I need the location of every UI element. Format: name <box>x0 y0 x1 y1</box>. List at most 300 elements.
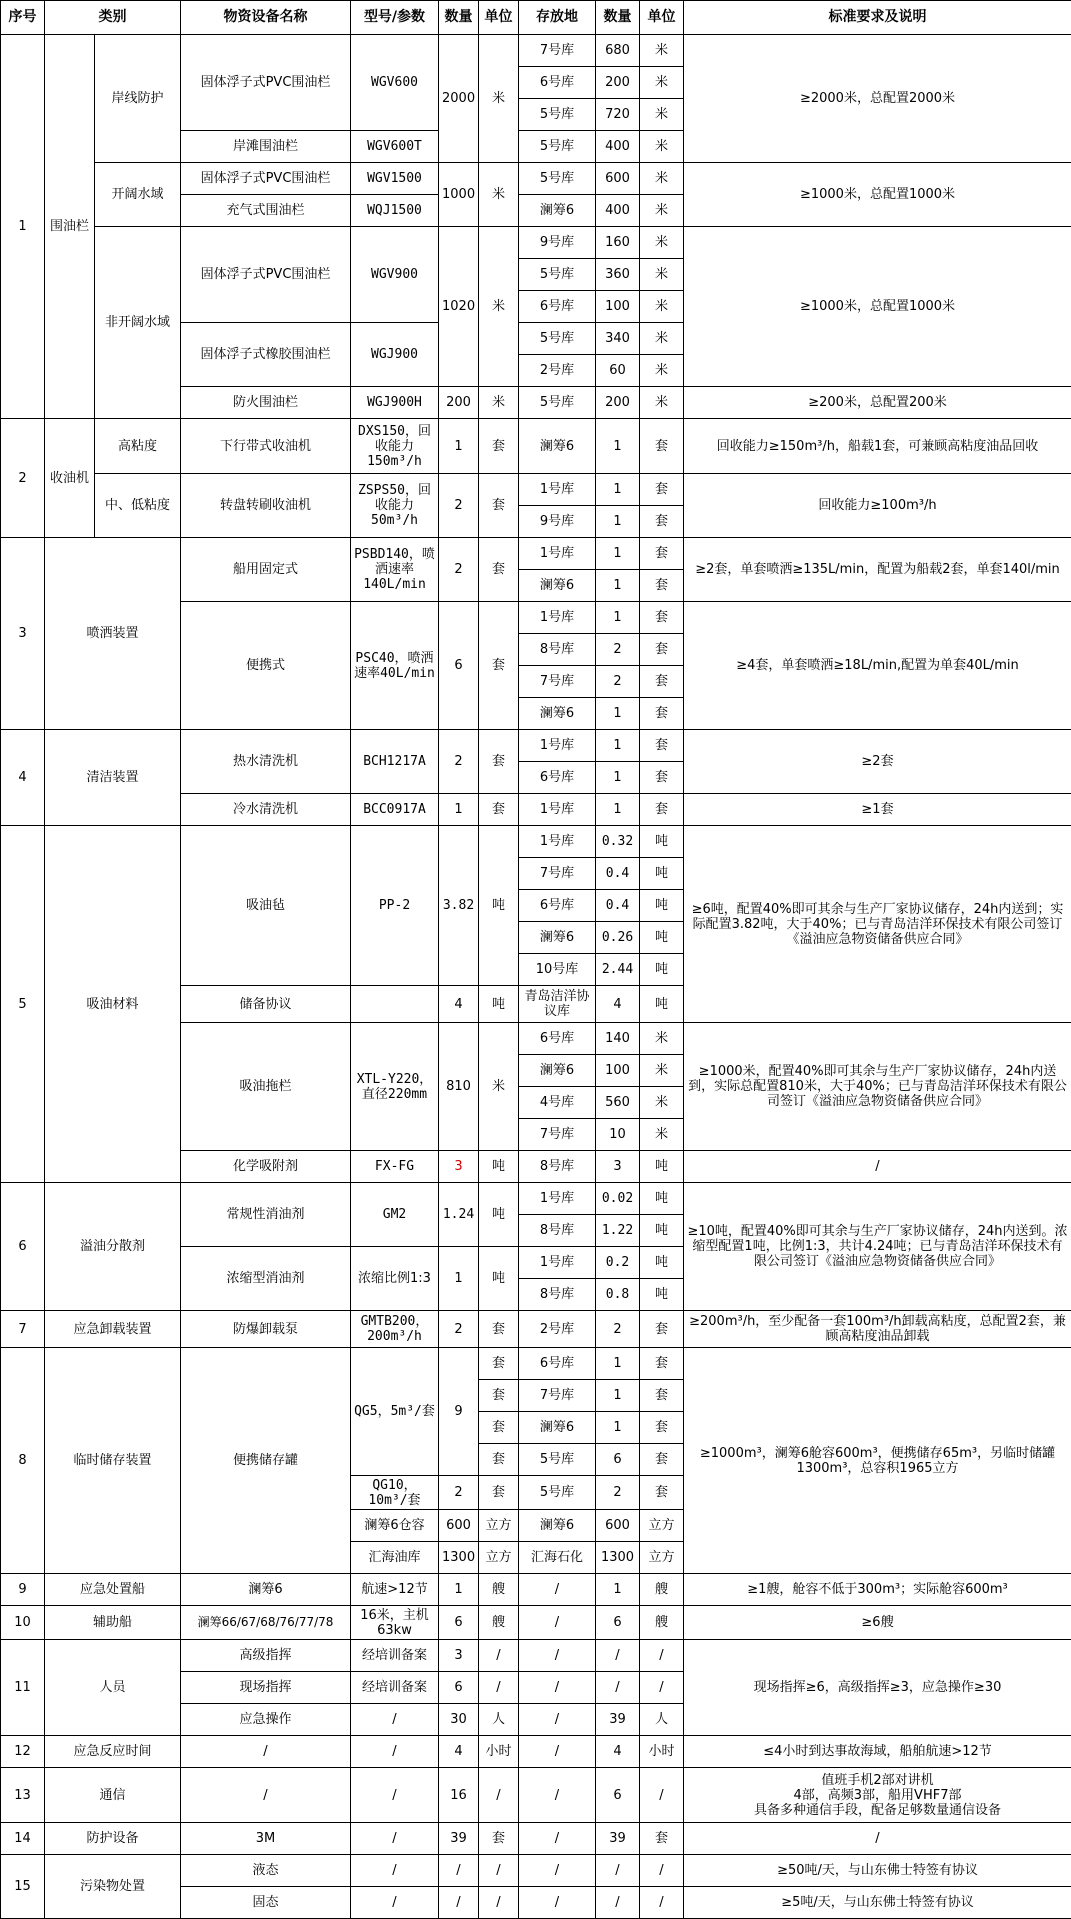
storage-unit: 套 <box>640 1823 684 1855</box>
requirement: / <box>684 1823 1071 1855</box>
storage-qty: 2 <box>596 634 640 666</box>
quantity: 1 <box>439 419 479 474</box>
category: 应急处置船 <box>45 1574 181 1606</box>
model: WGV900 <box>351 227 439 323</box>
col-header: 标准要求及说明 <box>684 1 1071 35</box>
storage-qty: 39 <box>596 1823 640 1855</box>
category: 临时储存装置 <box>45 1348 181 1574</box>
item-name: 高级指挥 <box>181 1640 351 1672</box>
storage: 5号库 <box>519 131 596 163</box>
storage-qty: 2 <box>596 1476 640 1510</box>
storage-qty: / <box>596 1672 640 1704</box>
storage-unit: 米 <box>640 387 684 419</box>
storage-unit: 套 <box>640 602 684 634</box>
quantity: 2 <box>439 1476 479 1510</box>
model: XTL-Y220，直径220mm <box>351 1023 439 1151</box>
storage: 1号库 <box>519 826 596 858</box>
item-name: 固体浮子式PVC围油栏 <box>181 227 351 323</box>
category: 吸油材料 <box>45 826 181 1183</box>
model: 经培训备案 <box>351 1672 439 1704</box>
storage-unit: 套 <box>640 1311 684 1348</box>
col-header: 物资设备名称 <box>181 1 351 35</box>
requirement: 现场指挥≥6，高级指挥≥3，应急操作≥30 <box>684 1640 1071 1736</box>
storage: / <box>519 1823 596 1855</box>
storage-unit: / <box>640 1768 684 1823</box>
unit: 套 <box>479 1476 519 1510</box>
table-row <box>1 1768 1071 1823</box>
storage-unit: / <box>640 1855 684 1887</box>
storage: 8号库 <box>519 1151 596 1183</box>
unit: 吨 <box>479 826 519 986</box>
storage-qty: 200 <box>596 67 640 99</box>
storage: 8号库 <box>519 634 596 666</box>
model: GMTB200，200m³/h <box>351 1311 439 1348</box>
storage: 7号库 <box>519 1119 596 1151</box>
requirement: 回收能力≥100m³/h <box>684 474 1071 538</box>
storage-unit: 吨 <box>640 922 684 954</box>
storage-qty: 1 <box>596 1574 640 1606</box>
category: 溢油分散剂 <box>45 1183 181 1311</box>
storage-qty: 1 <box>596 570 640 602</box>
storage: 1号库 <box>519 1247 596 1279</box>
requirement: ≥200m³/h，至少配备一套100m³/h卸载高粘度，总配置2套，兼顾高粘度油品卸载 <box>684 1311 1071 1348</box>
storage-unit: 套 <box>640 506 684 538</box>
category: 防护设备 <box>45 1823 181 1855</box>
storage-qty: 600 <box>596 163 640 195</box>
storage-qty: 1 <box>596 730 640 762</box>
quantity: 1 <box>439 1247 479 1311</box>
quantity: 200 <box>439 387 479 419</box>
storage-unit: 吨 <box>640 954 684 986</box>
category: 应急卸载装置 <box>45 1311 181 1348</box>
table-row <box>1 730 1071 762</box>
unit: 艘 <box>479 1606 519 1640</box>
row-number: 10 <box>1 1606 45 1640</box>
model: GM2 <box>351 1183 439 1247</box>
quantity: 2 <box>439 538 479 602</box>
storage: 7号库 <box>519 858 596 890</box>
model: WGJ900H <box>351 387 439 419</box>
unit: / <box>479 1768 519 1823</box>
quantity: 16 <box>439 1768 479 1823</box>
storage: 澜筹6 <box>519 1412 596 1444</box>
subcategory: 高粘度 <box>95 419 181 474</box>
table-row <box>1 1855 1071 1887</box>
unit: 套 <box>479 1823 519 1855</box>
storage-qty: 560 <box>596 1087 640 1119</box>
storage-qty: 2 <box>596 666 640 698</box>
model: WGJ900 <box>351 323 439 387</box>
item-name: 防火围油栏 <box>181 387 351 419</box>
storage: 1号库 <box>519 602 596 634</box>
row-number: 12 <box>1 1736 45 1768</box>
storage: / <box>519 1672 596 1704</box>
storage-unit: 艘 <box>640 1606 684 1640</box>
storage-qty: 720 <box>596 99 640 131</box>
storage-qty: 0.32 <box>596 826 640 858</box>
unit: 吨 <box>479 1151 519 1183</box>
item-name: / <box>181 1736 351 1768</box>
storage-unit: 套 <box>640 666 684 698</box>
storage: 5号库 <box>519 99 596 131</box>
category: 通信 <box>45 1768 181 1823</box>
row-number: 14 <box>1 1823 45 1855</box>
storage-qty: 1 <box>596 1348 640 1380</box>
header-row <box>1 1 1071 35</box>
storage: 9号库 <box>519 227 596 259</box>
requirement: ≤4小时到达事故海域，船舶航速>12节 <box>684 1736 1071 1768</box>
storage-unit: 米 <box>640 1087 684 1119</box>
storage-unit: 小时 <box>640 1736 684 1768</box>
storage: 6号库 <box>519 890 596 922</box>
unit: 米 <box>479 1023 519 1151</box>
model: WGV1500 <box>351 163 439 195</box>
storage-qty: 1 <box>596 1380 640 1412</box>
item-name: 吸油拖栏 <box>181 1023 351 1151</box>
storage: / <box>519 1606 596 1640</box>
storage: 9号库 <box>519 506 596 538</box>
table-row <box>1 1348 1071 1380</box>
unit: 吨 <box>479 1247 519 1311</box>
storage-qty: / <box>596 1640 640 1672</box>
storage-qty: 1.22 <box>596 1215 640 1247</box>
storage-unit: 吨 <box>640 1215 684 1247</box>
storage-unit: 米 <box>640 291 684 323</box>
storage-unit: 艘 <box>640 1574 684 1606</box>
item-name: 澜筹66/67/68/76/77/78 <box>181 1606 351 1640</box>
storage: 6号库 <box>519 291 596 323</box>
storage-unit: 套 <box>640 794 684 826</box>
quantity: 810 <box>439 1023 479 1151</box>
storage-qty: 400 <box>596 131 640 163</box>
storage-unit: 套 <box>640 1412 684 1444</box>
category: 辅助船 <box>45 1606 181 1640</box>
requirement: 回收能力≥150m³/h，船载1套，可兼顾高粘度油品回收 <box>684 419 1071 474</box>
requirement: ≥1000m³，澜筹6舱容600m³，便携储存65m³，另临时储罐1300m³，总容积1965立方 <box>684 1348 1071 1574</box>
storage-unit: 米 <box>640 35 684 67</box>
quantity: 4 <box>439 986 479 1023</box>
storage-unit: 米 <box>640 195 684 227</box>
col-header: 存放地 <box>519 1 596 35</box>
quantity: 600 <box>439 1510 479 1542</box>
storage-unit: 立方 <box>640 1542 684 1574</box>
model: PSBD140，喷洒速率140L/min <box>351 538 439 602</box>
storage: 澜筹6 <box>519 195 596 227</box>
category: 人员 <box>45 1640 181 1736</box>
unit: / <box>479 1672 519 1704</box>
storage-unit: 套 <box>640 1476 684 1510</box>
unit: 人 <box>479 1704 519 1736</box>
quantity: 1000 <box>439 163 479 227</box>
quantity: 2 <box>439 1311 479 1348</box>
storage: 澜筹6 <box>519 419 596 474</box>
storage: 5号库 <box>519 1476 596 1510</box>
storage-qty: 6 <box>596 1768 640 1823</box>
storage-unit: 吨 <box>640 1279 684 1311</box>
requirement: ≥2套，单套喷洒≥135L/min，配置为船载2套，单套140l/min <box>684 538 1071 602</box>
quantity: 30 <box>439 1704 479 1736</box>
model: 汇海油库 <box>351 1542 439 1574</box>
item-name: / <box>181 1768 351 1823</box>
unit: 套 <box>479 730 519 794</box>
storage: 6号库 <box>519 1348 596 1380</box>
requirement: ≥5吨/天，与山东佛士特签有协议 <box>684 1887 1071 1919</box>
quantity: 4 <box>439 1736 479 1768</box>
item-name: 固态 <box>181 1887 351 1919</box>
storage-qty: 200 <box>596 387 640 419</box>
unit: 米 <box>479 163 519 227</box>
storage-unit: 吨 <box>640 1151 684 1183</box>
quantity: / <box>439 1887 479 1919</box>
subcategory: 中、低粘度 <box>95 474 181 538</box>
storage: 5号库 <box>519 163 596 195</box>
storage-unit: 吨 <box>640 1247 684 1279</box>
requirement: ≥50吨/天，与山东佛士特签有协议 <box>684 1855 1071 1887</box>
table-row <box>1 538 1071 570</box>
requirement: ≥1000米，总配置1000米 <box>684 227 1071 387</box>
model: WQJ1500 <box>351 195 439 227</box>
storage-qty: 340 <box>596 323 640 355</box>
item-name: 液态 <box>181 1855 351 1887</box>
row-number: 8 <box>1 1348 45 1574</box>
storage: 5号库 <box>519 323 596 355</box>
table-row <box>1 1823 1071 1855</box>
storage: 澜筹6 <box>519 698 596 730</box>
storage: 10号库 <box>519 954 596 986</box>
storage-qty: 680 <box>596 35 640 67</box>
quantity: 2 <box>439 474 479 538</box>
requirement: ≥200米，总配置200米 <box>684 387 1071 419</box>
model: QG5，5m³/套 <box>351 1348 439 1476</box>
storage-qty: 0.2 <box>596 1247 640 1279</box>
item-name: 吸油毡 <box>181 826 351 986</box>
unit: 套 <box>479 1444 519 1476</box>
storage: 1号库 <box>519 474 596 506</box>
requirement: ≥10吨，配置40%即可其余与生产厂家协议储存，24h内送到。浓缩型配置1吨，比例1:3，共计4.24吨；已与青岛洁洋环保技术有限公司签订《溢油应急物资储备供应合同》 <box>684 1183 1071 1311</box>
requirement: / <box>684 1151 1071 1183</box>
item-name: 3M <box>181 1823 351 1855</box>
item-name: 便携储存罐 <box>181 1348 351 1574</box>
storage-qty: 3 <box>596 1151 640 1183</box>
table-row <box>1 35 1071 67</box>
model: WGV600 <box>351 35 439 131</box>
col-header: 数量 <box>439 1 479 35</box>
model: BCH1217A <box>351 730 439 794</box>
model: / <box>351 1704 439 1736</box>
storage: / <box>519 1574 596 1606</box>
storage: 5号库 <box>519 259 596 291</box>
model: WGV600T <box>351 131 439 163</box>
row-number: 1 <box>1 35 45 419</box>
model: 16米，主机63kw <box>351 1606 439 1640</box>
item-name: 下行带式收油机 <box>181 419 351 474</box>
storage-unit: 米 <box>640 99 684 131</box>
requirement: ≥1000米，配置40%即可其余与生产厂家协议储存，24h内送到，实际总配置810米，大于40%；已与青岛洁洋环保技术有限公司签订《溢油应急物资储备供应合同》 <box>684 1023 1071 1151</box>
storage-qty: 2 <box>596 1311 640 1348</box>
unit: 米 <box>479 227 519 387</box>
storage: 6号库 <box>519 1023 596 1055</box>
storage: 1号库 <box>519 1183 596 1215</box>
storage: 澜筹6 <box>519 1055 596 1087</box>
storage: / <box>519 1704 596 1736</box>
table-row <box>1 474 1071 506</box>
item-name: 储备协议 <box>181 986 351 1023</box>
item-name: 船用固定式 <box>181 538 351 602</box>
storage-qty: 1300 <box>596 1542 640 1574</box>
unit: 套 <box>479 419 519 474</box>
storage-qty: 100 <box>596 1055 640 1087</box>
storage: 1号库 <box>519 538 596 570</box>
storage-unit: 人 <box>640 1704 684 1736</box>
table-row <box>1 1606 1071 1640</box>
row-number: 2 <box>1 419 45 538</box>
item-name: 固体浮子式PVC围油栏 <box>181 163 351 195</box>
quantity: 1300 <box>439 1542 479 1574</box>
storage-unit: 米 <box>640 131 684 163</box>
storage-unit: 套 <box>640 730 684 762</box>
category: 清洁装置 <box>45 730 181 826</box>
storage-qty: 1 <box>596 419 640 474</box>
row-number: 3 <box>1 538 45 730</box>
storage-qty: 360 <box>596 259 640 291</box>
item-name: 便携式 <box>181 602 351 730</box>
storage-unit: 套 <box>640 570 684 602</box>
storage: 5号库 <box>519 1444 596 1476</box>
storage-unit: 吨 <box>640 890 684 922</box>
table-row <box>1 163 1071 195</box>
quantity: 2000 <box>439 35 479 163</box>
unit: 套 <box>479 794 519 826</box>
storage-qty: 400 <box>596 195 640 227</box>
storage: / <box>519 1736 596 1768</box>
storage-unit: 米 <box>640 163 684 195</box>
storage-qty: 2.44 <box>596 954 640 986</box>
storage: 澜筹6 <box>519 1510 596 1542</box>
item-name: 固体浮子式PVC围油栏 <box>181 35 351 131</box>
requirement: ≥2套 <box>684 730 1071 794</box>
storage: 1号库 <box>519 730 596 762</box>
requirement: ≥6艘 <box>684 1606 1071 1640</box>
storage: 7号库 <box>519 666 596 698</box>
storage-unit: 米 <box>640 67 684 99</box>
storage-qty: 1 <box>596 762 640 794</box>
storage-unit: / <box>640 1640 684 1672</box>
unit: 立方 <box>479 1510 519 1542</box>
model: / <box>351 1736 439 1768</box>
item-name: 岸滩围油栏 <box>181 131 351 163</box>
requirement: ≥1艘，舱容不低于300m³；实际舱容600m³ <box>684 1574 1071 1606</box>
storage-unit: 套 <box>640 698 684 730</box>
item-name: 充气式围油栏 <box>181 195 351 227</box>
row-number: 11 <box>1 1640 45 1736</box>
table-row <box>1 1640 1071 1672</box>
model: PSC40，喷洒速率40L/min <box>351 602 439 730</box>
model: 航速>12节 <box>351 1574 439 1606</box>
storage-unit: 吨 <box>640 1183 684 1215</box>
unit: 米 <box>479 387 519 419</box>
row-number: 7 <box>1 1311 45 1348</box>
unit: 套 <box>479 1412 519 1444</box>
storage: 8号库 <box>519 1279 596 1311</box>
storage-qty: 1 <box>596 602 640 634</box>
subcategory: 岸线防护 <box>95 35 181 163</box>
model: QG10，10m³/套 <box>351 1476 439 1510</box>
requirement: ≥2000米，总配置2000米 <box>684 35 1071 163</box>
item-name: 冷水清洗机 <box>181 794 351 826</box>
table-row <box>1 419 1071 474</box>
storage-qty: 1 <box>596 538 640 570</box>
row-number: 15 <box>1 1855 45 1919</box>
category: 围油栏 <box>45 35 95 419</box>
row-number: 4 <box>1 730 45 826</box>
quantity: 3.82 <box>439 826 479 986</box>
requirement: ≥1000米，总配置1000米 <box>684 163 1071 227</box>
storage-qty: 0.8 <box>596 1279 640 1311</box>
table-row <box>1 826 1071 858</box>
quantity: 6 <box>439 1606 479 1640</box>
unit: 小时 <box>479 1736 519 1768</box>
storage-unit: 米 <box>640 259 684 291</box>
col-header: 单位 <box>479 1 519 35</box>
unit: / <box>479 1887 519 1919</box>
storage-unit: 米 <box>640 1119 684 1151</box>
unit: 立方 <box>479 1542 519 1574</box>
requirement: ≥1套 <box>684 794 1071 826</box>
unit: 套 <box>479 1380 519 1412</box>
model: BCC0917A <box>351 794 439 826</box>
storage: 2号库 <box>519 355 596 387</box>
model: DXS150，回收能力150m³/h <box>351 419 439 474</box>
storage-unit: 套 <box>640 1444 684 1476</box>
requirement: 值班手机2部对讲机 4部，高频3部，船用VHF7部 具备多种通信手段，配备足够数量通信设备 <box>684 1768 1071 1823</box>
model: FX-FG <box>351 1151 439 1183</box>
category: 喷洒装置 <box>45 538 181 730</box>
item-name: 常规性消油剂 <box>181 1183 351 1247</box>
storage-qty: 6 <box>596 1606 640 1640</box>
storage-qty: 600 <box>596 1510 640 1542</box>
model: / <box>351 1823 439 1855</box>
storage-unit: 立方 <box>640 1510 684 1542</box>
storage-unit: / <box>640 1887 684 1919</box>
storage: / <box>519 1768 596 1823</box>
storage: 7号库 <box>519 35 596 67</box>
model: 澜筹6仓容 <box>351 1510 439 1542</box>
storage-qty: 100 <box>596 291 640 323</box>
item-name: 转盘转刷收油机 <box>181 474 351 538</box>
storage: 4号库 <box>519 1087 596 1119</box>
quantity: 6 <box>439 1672 479 1704</box>
storage: 5号库 <box>519 387 596 419</box>
storage-unit: 吨 <box>640 986 684 1023</box>
storage-qty: 140 <box>596 1023 640 1055</box>
storage-unit: 套 <box>640 419 684 474</box>
row-number: 5 <box>1 826 45 1183</box>
storage-unit: 吨 <box>640 826 684 858</box>
row-number: 6 <box>1 1183 45 1311</box>
unit: 套 <box>479 602 519 730</box>
item-name: 热水清洗机 <box>181 730 351 794</box>
quantity: 2 <box>439 730 479 794</box>
storage-qty: 60 <box>596 355 640 387</box>
item-name: 化学吸附剂 <box>181 1151 351 1183</box>
storage-unit: 米 <box>640 323 684 355</box>
row-number: 13 <box>1 1768 45 1823</box>
item-name: 浓缩型消油剂 <box>181 1247 351 1311</box>
category: 收油机 <box>45 419 95 538</box>
category: 污染物处置 <box>45 1855 181 1919</box>
quantity: 3 <box>439 1640 479 1672</box>
storage-qty: 4 <box>596 986 640 1023</box>
